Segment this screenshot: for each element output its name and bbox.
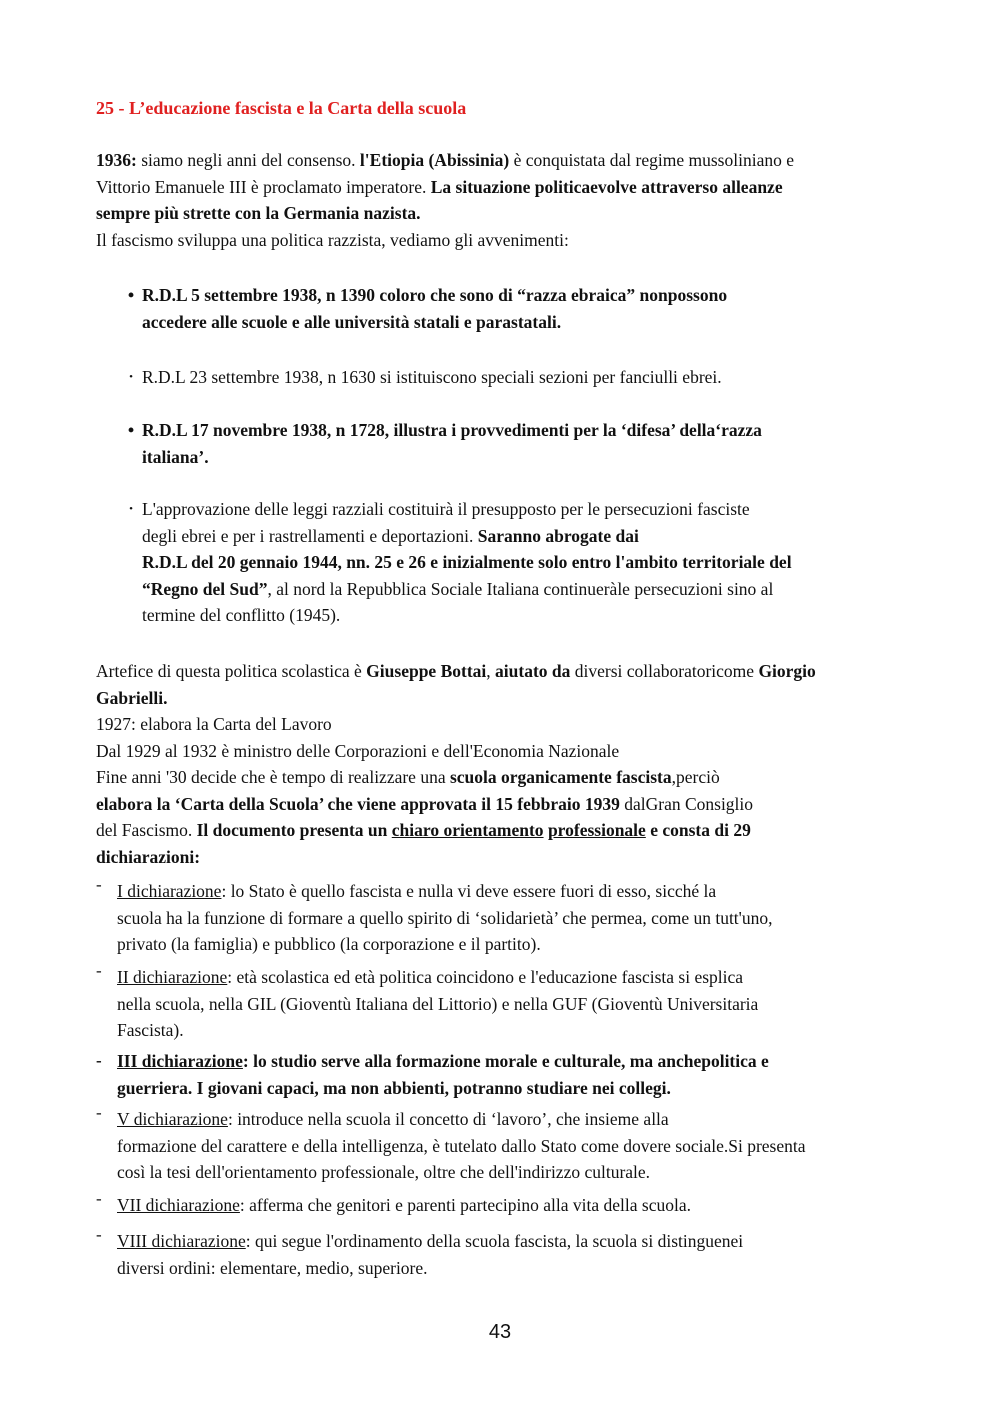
text-span: II dichiarazione bbox=[117, 967, 228, 987]
text-line: Fascista). bbox=[117, 1020, 184, 1040]
text-line: R.D.L 17 novembre 1938, n 1728, illustra i provvedimenti per la ‘difesa’ della‘razza bbox=[142, 420, 762, 440]
text-span: : età scolastica ed età politica coincidono e l'educazione fascista si esplica bbox=[227, 967, 744, 987]
list-item bbox=[96, 875, 907, 958]
text-line: accedere alle scuole e alle università statali e parastatali. bbox=[142, 311, 562, 332]
text-span: diversi collaboratoricome bbox=[570, 661, 759, 681]
text-span: Saranno abrogate dai bbox=[477, 525, 639, 546]
list-item bbox=[127, 282, 902, 335]
list-item bbox=[96, 1189, 907, 1219]
text-span: è conquistata dal regime mussoliniano e bbox=[509, 150, 794, 170]
dash-icon: - bbox=[96, 1225, 102, 1244]
text-line: dichiarazioni: bbox=[96, 846, 201, 867]
dash-icon: - bbox=[96, 1103, 102, 1122]
text-span: l'Etiopia (Abissinia) bbox=[359, 150, 510, 170]
text-span: elabora la ‘Carta della Scuola’ che viene approvata il 15 febbraio 1939 bbox=[96, 793, 620, 814]
text-line bbox=[117, 964, 907, 991]
text-span: e consta di 29 bbox=[645, 820, 751, 840]
intro-line bbox=[96, 174, 916, 201]
dash-icon: - bbox=[96, 875, 102, 894]
text-span: : qui segue l'ordinamento della scuola fascista, la scuola si distinguenei bbox=[245, 1231, 744, 1251]
text-span: Giuseppe Bottai bbox=[366, 661, 487, 681]
text-line bbox=[142, 523, 902, 550]
text-span: I dichiarazione bbox=[117, 881, 222, 901]
text-span: VIII dichiarazione bbox=[117, 1231, 246, 1251]
text-line: R.D.L 5 settembre 1938, n 1390 coloro che sono di “razza ebraica” nonpossono bbox=[142, 285, 728, 305]
section-title: 25 - L’educazione fascista e la Carta della scuola bbox=[96, 98, 467, 118]
text-line bbox=[96, 658, 916, 685]
text-line bbox=[96, 764, 916, 791]
text-line: Gabrielli. bbox=[96, 687, 168, 708]
text-line: privato (la famiglia) e pubblico (la corporazione e il partito). bbox=[117, 934, 541, 954]
intro-line: Il fascismo sviluppa una politica razzista, vediamo gli avvenimenti: bbox=[96, 229, 569, 250]
text-line bbox=[117, 878, 907, 905]
text-span: “Regno del Sud” bbox=[142, 578, 268, 599]
text-line: nella scuola, nella GIL (Gioventù Italiana del Littorio) e nella GUF (Gioventù Universitaria bbox=[117, 993, 759, 1014]
bullet-icon: • bbox=[129, 371, 133, 383]
text-span: VII dichiarazione bbox=[117, 1195, 240, 1215]
dash-icon: - bbox=[96, 1051, 102, 1070]
text-line: L'approvazione delle leggi razziali costituirà il presupposto per le persecuzioni fasciste bbox=[142, 499, 750, 519]
bottai-paragraph bbox=[96, 658, 916, 870]
text-span: Giorgio bbox=[758, 661, 816, 681]
text-span: , bbox=[486, 661, 496, 681]
list-item bbox=[127, 417, 902, 470]
list-item bbox=[96, 1048, 907, 1101]
text-line bbox=[117, 1228, 907, 1255]
text-span: siamo negli anni del consenso. bbox=[136, 150, 360, 170]
text-span: del Fascismo. bbox=[96, 820, 197, 840]
text-span: , al nord la Repubblica Sociale Italiana continueràle persecuzioni sino al bbox=[267, 578, 774, 599]
text-line bbox=[117, 1192, 907, 1219]
list-item bbox=[96, 1103, 907, 1186]
text-line bbox=[96, 817, 916, 844]
year-label: 1936: bbox=[96, 150, 137, 170]
text-line: così la tesi dell'orientamento professionale, oltre che dell'indirizzo culturale. bbox=[117, 1162, 651, 1182]
text-line: formazione del carattere e della intelligenza, è tutelato dallo Stato come dovere sociale.Si presenta bbox=[117, 1135, 806, 1156]
text-span: professionale bbox=[547, 820, 646, 840]
text-span: : lo Stato è quello fascista e nulla vi deve essere fuori di esso, sicché la bbox=[221, 881, 717, 901]
text-line bbox=[117, 1048, 907, 1075]
text-span: La situazione politicaevolve attraverso alleanze bbox=[430, 176, 783, 197]
text-span: : lo studio serve alla formazione morale e culturale, ma anchepolitica e bbox=[242, 1051, 769, 1071]
text-line: R.D.L 23 settembre 1938, n 1630 si istituiscono speciali sezioni per fanciulli ebrei. bbox=[142, 367, 722, 387]
bullet-icon: • bbox=[129, 503, 133, 515]
dash-icon: - bbox=[96, 961, 102, 980]
list-item bbox=[129, 496, 902, 629]
text-line: scuola ha la funzione di formare a quello spirito di ‘solidarietà’ che permea, come un tutt'uno, bbox=[117, 907, 773, 928]
text-line: 1927: elabora la Carta del Lavoro bbox=[96, 714, 332, 734]
text-span: Vittorio Emanuele III è proclamato imperatore. bbox=[96, 176, 431, 197]
text-span: degli ebrei e per i rastrellamenti e deportazioni. bbox=[142, 525, 478, 546]
bullet-icon: • bbox=[127, 285, 135, 305]
list-item bbox=[96, 1225, 907, 1281]
text-line: diversi ordini: elementare, medio, superiore. bbox=[117, 1257, 428, 1278]
text-span: V dichiarazione bbox=[117, 1109, 228, 1129]
page-number: 43 bbox=[488, 1321, 512, 1343]
text-span: Artefice di questa politica scolastica è bbox=[96, 661, 367, 681]
text-line bbox=[142, 576, 902, 603]
text-line: guerriera. I giovani capaci, ma non abbienti, potranno studiare nei collegi. bbox=[117, 1077, 671, 1098]
text-span: : afferma che genitori e parenti partecipino alla vita della scuola. bbox=[239, 1195, 691, 1215]
dash-icon: - bbox=[96, 1189, 102, 1208]
list-item bbox=[129, 364, 902, 391]
text-span: Fine anni '30 decide che è tempo di realizzare una bbox=[96, 767, 450, 787]
text-line bbox=[117, 1106, 907, 1133]
text-span: : introduce nella scuola il concetto di ‘lavoro’, che insieme alla bbox=[227, 1109, 669, 1129]
text-span: III dichiarazione bbox=[117, 1051, 243, 1071]
text-line: termine del conflitto (1945). bbox=[142, 605, 341, 625]
text-line: Dal 1929 al 1932 è ministro delle Corporazioni e dell'Economia Nazionale bbox=[96, 740, 620, 761]
text-span: scuola organicamente fascista bbox=[449, 767, 672, 787]
text-line bbox=[96, 791, 916, 818]
text-span: Il documento presenta un bbox=[196, 820, 392, 840]
intro-paragraph bbox=[96, 147, 916, 253]
text-line: italiana’. bbox=[142, 446, 209, 467]
bullet-icon: • bbox=[127, 420, 135, 440]
text-span: dalGran Consiglio bbox=[619, 793, 754, 814]
text-span: aiutato da bbox=[495, 661, 571, 681]
text-line: R.D.L del 20 gennaio 1944, nn. 25 e 26 e inizialmente solo entro l'ambito territoriale del bbox=[142, 552, 792, 572]
intro-line bbox=[96, 147, 916, 174]
intro-line: sempre più strette con la Germania nazista. bbox=[96, 203, 421, 223]
text-span: ,perciò bbox=[671, 767, 720, 787]
list-item bbox=[96, 961, 907, 1044]
text-span: chiaro orientamento bbox=[391, 820, 544, 840]
